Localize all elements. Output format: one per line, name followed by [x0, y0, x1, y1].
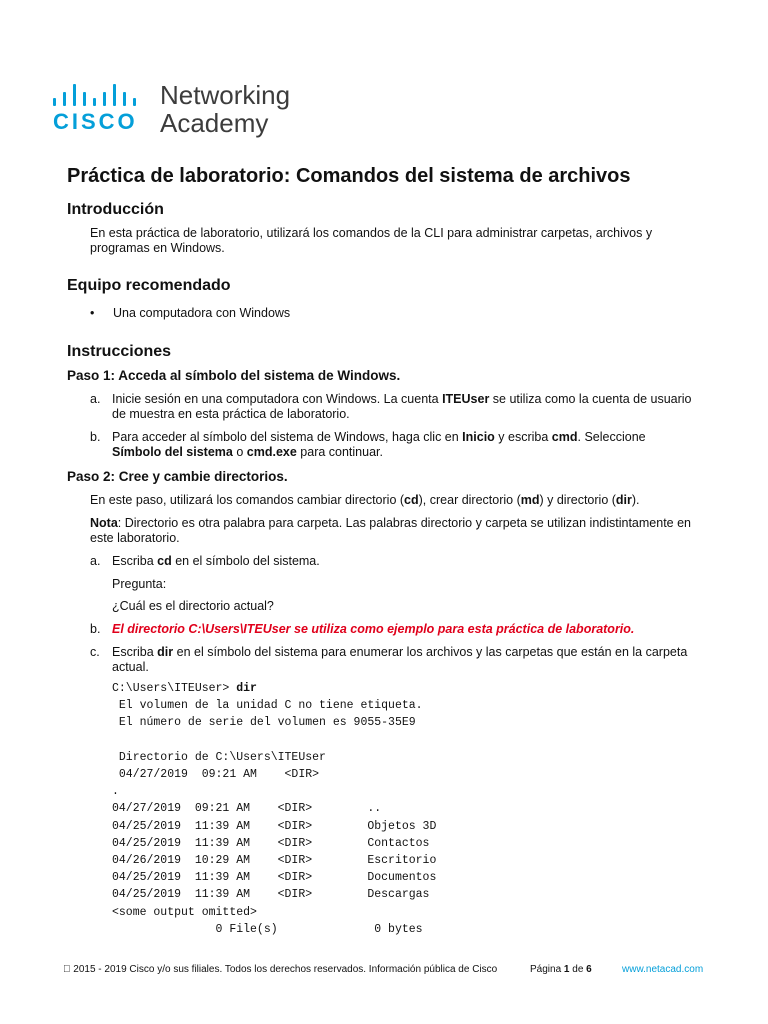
- footer-copyright:   2015 - 2019 Cisco y/o sus filiales. Todos los derechos reservados. Información pública de Cisco: [63, 964, 498, 975]
- terminal-line: 04/25/2019 11:39 AM <DIR> Documentos: [112, 871, 437, 885]
- terminal-line: El número de serie del volumen es 9055-35E9: [112, 716, 416, 730]
- step2-a-letter: a.: [90, 554, 101, 568]
- terminal-output: [112, 680, 436, 938]
- step2-c-text: Escriba dir en el símbolo del sistema para enumerar los archivos y las carpetas que están en la carpeta actual.: [112, 645, 688, 674]
- cisco-wordmark: CISCO: [53, 109, 138, 134]
- terminal-line: 04/25/2019 11:39 AM <DIR> Descargas: [112, 888, 430, 902]
- footer-page-number: Página 1 de 6: [530, 964, 592, 975]
- terminal-line: <some output omitted>: [112, 905, 257, 919]
- terminal-line: .: [112, 785, 119, 799]
- terminal-command: dir: [236, 682, 257, 695]
- terminal-line: El volumen de la unidad C no tiene etiqueta.: [112, 699, 423, 713]
- cisco-bars-icon: [53, 84, 153, 106]
- equipment-bullet-text: Una computadora con Windows: [113, 306, 291, 320]
- intro-text: En esta práctica de laboratorio, utilizará los comandos de la CLI para administrar carpetas, archivos y programas en Windows.: [90, 226, 653, 255]
- step2-a-text: Escriba cd en el símbolo del sistema.: [112, 554, 320, 568]
- terminal-line: 04/27/2019 09:21 AM <DIR>: [112, 768, 320, 782]
- terminal-line: 04/25/2019 11:39 AM <DIR> Objetos 3D: [112, 819, 437, 833]
- step1-b-text: Para acceder al símbolo del sistema de Windows, haga clic en Inicio y escriba cmd. Seleccione Símbolo del sistema o cmd.exe para continuar.: [112, 430, 646, 459]
- equipment-bullet-marker: •: [90, 306, 95, 320]
- step1-a-letter: a.: [90, 392, 101, 406]
- page-title: Práctica de laboratorio: Comandos del sistema de archivos: [67, 165, 631, 187]
- question-text: ¿Cuál es el directorio actual?: [112, 599, 274, 613]
- terminal-line: 04/26/2019 10:29 AM <DIR> Escritorio: [112, 854, 437, 868]
- step1-a-text: Inicie sesión en una computadora con Windows. La cuenta ITEUser se utiliza como la cuenta de usuario de muestra en esta práctica de laboratorio.: [112, 392, 692, 421]
- step1-b-letter: b.: [90, 430, 101, 444]
- step2-paragraph: En este paso, utilizará los comandos cambiar directorio (cd), crear directorio (md) y directorio (dir).: [90, 493, 640, 507]
- terminal-line: 0 File(s) 0 bytes: [112, 922, 423, 936]
- step2-b-letter: b.: [90, 622, 101, 636]
- terminal-line: Directorio de C:\Users\ITEUser: [112, 750, 326, 764]
- terminal-line: 04/25/2019 11:39 AM <DIR> Contactos: [112, 836, 430, 850]
- question-label: Pregunta:: [112, 577, 167, 591]
- footer-site-link[interactable]: www.netacad.com: [622, 964, 704, 975]
- step1-heading: Paso 1: Acceda al símbolo del sistema de Windows.: [67, 368, 401, 383]
- cisco-networking-academy-logo: [53, 80, 313, 140]
- step2-note: Nota: Directorio es otra palabra para carpeta. Las palabras directorio y carpeta se utilizan indistintamente en este laboratorio.: [90, 516, 692, 545]
- logo-line-networking: Networking: [160, 80, 291, 110]
- terminal-prompt: C:\Users\ITEUser>: [112, 682, 237, 695]
- step2-c-letter: c.: [90, 645, 100, 659]
- step2-b-red-note: El directorio C:\Users\ITEUser se utiliza como ejemplo para esta práctica de laboratorio.: [112, 622, 635, 636]
- equipment-heading: Equipo recomendado: [67, 277, 231, 294]
- logo-line-academy: Academy: [160, 108, 269, 138]
- step2-heading: Paso 2: Cree y cambie directorios.: [67, 469, 288, 484]
- instructions-heading: Instrucciones: [67, 343, 172, 360]
- terminal-line: 04/27/2019 09:21 AM <DIR> ..: [112, 802, 382, 816]
- intro-heading: Introducción: [67, 201, 164, 218]
